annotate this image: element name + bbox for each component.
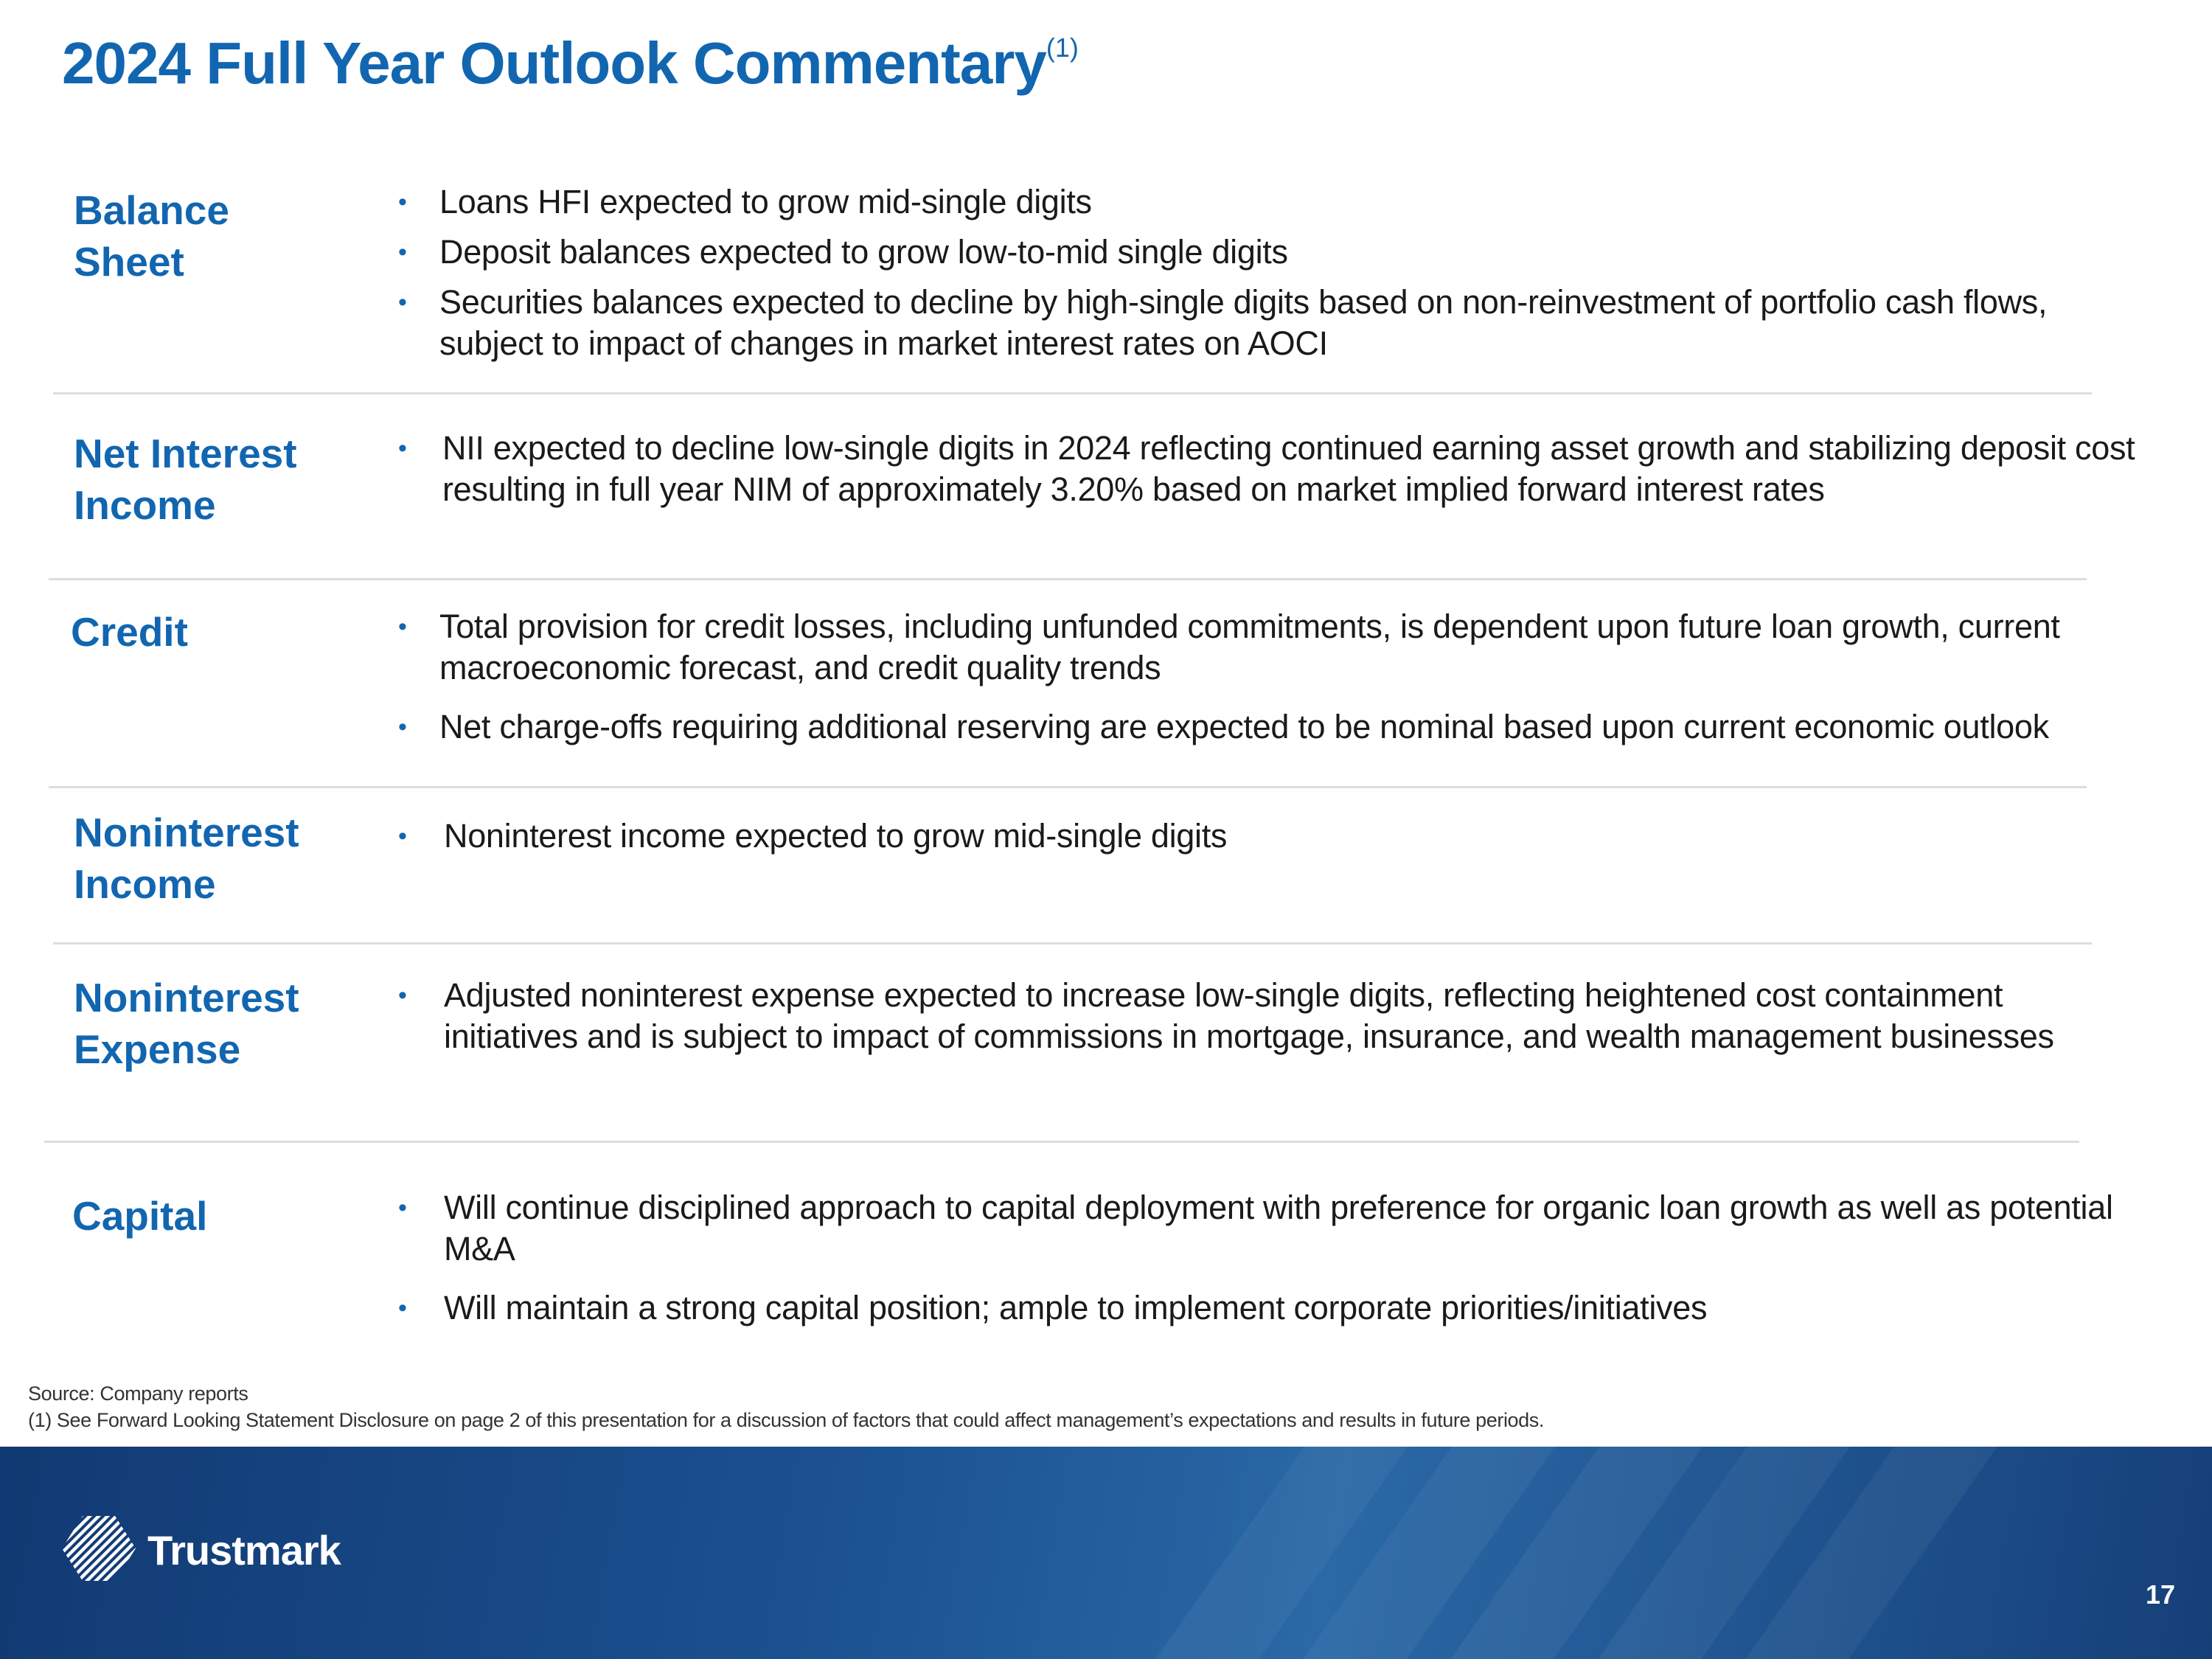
section-heading: Credit [71,609,188,655]
list-item: • Net charge-offs requiring additional reserving are expected to be nominal based upon current economic outlook [398,706,2138,748]
list-item: • Deposit balances expected to grow low-to-mid single digits [398,232,2131,273]
list-item: • Total provision for credit losses, including unfunded commitments, is dependent upon future loan growth, current macroeconomic forecast, and credit quality trends [398,608,2060,686]
bullet-icon: • [398,288,407,316]
section-heading: Balance Sheet [74,187,229,285]
footnotes [28,1380,1544,1433]
list-item: • Securities balances expected to decline by high-single digits based on non-reinvestment of portfolio cash flows, subject to impact of changes in market interest rates on AOCI [398,283,2048,362]
bullet-icon: • [398,981,407,1009]
list-item: • Loans HFI expected to grow mid-single digits [398,181,2131,223]
section-heading: Net Interest Income [74,431,297,528]
bullet-icon: • [398,188,407,216]
logo-wordmark: Trustmark [147,1527,341,1573]
section-divider [49,786,2087,788]
trustmark-logo [60,1513,341,1587]
page-number: 17 [2145,1579,2175,1610]
bullet-icon: • [398,822,407,850]
bullet-list [398,428,2138,526]
bullet-list [398,975,2116,1074]
bullet-list [398,815,2131,873]
bullet-icon: • [398,1194,407,1222]
bullet-icon: • [398,238,407,266]
source-note: Source: Company reports [28,1382,248,1405]
list-item: • Will maintain a strong capital position; ample to implement corporate priorities/initiatives [398,1287,2116,1329]
page-title [62,29,1079,97]
section-divider [53,392,2092,394]
section-divider [53,942,2092,945]
list-item: • Will continue disciplined approach to capital deployment with preference for organic loan growth as well as potential M&A [398,1189,2113,1267]
bullet-icon: • [398,434,407,462]
section-divider [49,578,2087,580]
bullet-icon: • [398,613,407,641]
list-item: • Noninterest income expected to grow mid-single digits [398,815,2131,857]
bullet-list [398,1187,2116,1345]
bullet-list [398,606,2138,764]
section-heading: Capital [72,1193,208,1239]
list-item: • NII expected to decline low-single digits in 2024 reflecting continued earning asset growth and stabilizing deposit cost resulting in full year NIM of approximately 3.20% based on market implied forward interest rates [398,429,2135,508]
bullet-icon: • [398,713,407,741]
section-heading: Noninterest Income [74,810,299,907]
page-title-text: 2024 Full Year Outlook Commentary [62,30,1046,96]
title-footnote-marker: (1) [1046,32,1079,63]
list-item: • Adjusted noninterest expense expected to increase low-single digits, reflecting heightened cost containment initiatives and is subject to impact of commissions in mortgage, insurance, and wealth management businesses [398,976,2054,1055]
section-heading: Noninterest Expense [74,975,299,1072]
bullet-icon: • [398,1294,407,1322]
trustmark-striped-globe-icon [60,1513,137,1587]
bullet-list [398,181,2131,380]
footer-band [0,1447,2212,1659]
section-divider [44,1141,2079,1143]
footnote-1: (1) See Forward Looking Statement Disclosure on page 2 of this presentation for a discussion of factors that could affect management’s expectations and results in future periods. [28,1409,1544,1431]
